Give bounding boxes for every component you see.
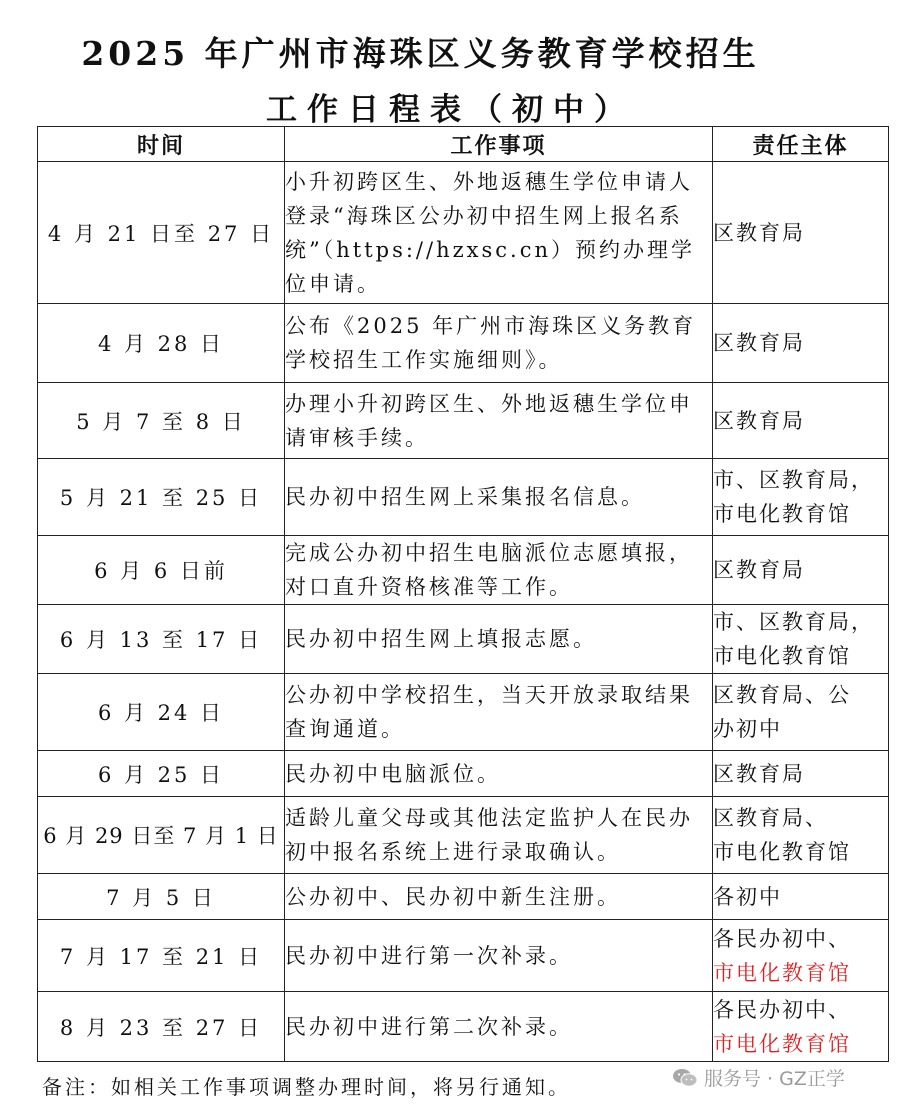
table-row	[38, 162, 889, 304]
table-row	[38, 304, 889, 383]
row-item: 民办初中招生网上填报志愿。	[285, 605, 713, 674]
row-time: 6 月 29 日至 7 月 1 日	[38, 797, 285, 874]
table-row	[38, 605, 889, 674]
row-responsible	[713, 162, 889, 304]
header-time: 时间	[38, 127, 285, 162]
row-responsible	[713, 383, 889, 459]
responsible-line: 市电化教育馆	[713, 502, 851, 526]
responsible-line: 区教育局	[713, 408, 805, 433]
header-responsible: 责任主体	[713, 127, 889, 162]
row-time: 6 月 13 至 17 日	[38, 605, 285, 674]
row-responsible	[713, 304, 889, 383]
responsible-line: 区教育局	[713, 220, 805, 245]
table-row	[38, 751, 889, 797]
row-time: 4 月 21 日至 27 日	[38, 162, 285, 304]
table-row	[38, 992, 889, 1062]
row-responsible	[713, 797, 889, 874]
row-responsible	[713, 459, 889, 536]
row-item: 民办初中进行第二次补录。	[285, 992, 713, 1062]
row-item: 适龄儿童父母或其他法定监护人在民办初中报名系统上进行录取确认。	[285, 797, 713, 874]
responsible-line: 各民办初中、	[713, 997, 851, 1022]
row-time: 6 月 25 日	[38, 751, 285, 797]
row-time: 5 月 21 至 25 日	[38, 459, 285, 536]
responsible-line: 区教育局	[713, 761, 805, 786]
row-responsible	[713, 674, 889, 751]
table-row	[38, 920, 889, 992]
responsible-line: 市、区教育局，	[713, 610, 874, 634]
page-subtitle: 工作日程表（初中）	[266, 92, 635, 128]
responsible-line: 区教育局、公	[713, 683, 851, 707]
row-responsible	[713, 751, 889, 797]
header-item: 工作事项	[285, 127, 713, 162]
row-time: 5 月 7 至 8 日	[38, 383, 285, 459]
row-time: 4 月 28 日	[38, 304, 285, 383]
row-item: 民办初中招生网上采集报名信息。	[285, 459, 713, 536]
row-responsible	[713, 605, 889, 674]
table-row	[38, 459, 889, 536]
responsible-line-highlight: 市电化教育馆	[713, 1031, 851, 1056]
row-responsible	[713, 536, 889, 605]
responsible-line: 市电化教育馆	[713, 840, 851, 864]
responsible-line: 各民办初中、	[713, 926, 851, 951]
table-header-row	[38, 127, 889, 162]
table-row	[38, 383, 889, 459]
row-time: 7 月 5 日	[38, 874, 285, 920]
row-time: 6 月 6 日前	[38, 536, 285, 605]
responsible-line: 各初中	[713, 884, 782, 909]
table-row	[38, 797, 889, 874]
footnote: 备注：如相关工作事项调整办理时间，将另行通知。	[42, 1075, 571, 1099]
responsible-line: 区教育局	[713, 331, 805, 355]
row-item: 公办初中学校招生，当天开放录取结果查询通道。	[285, 674, 713, 751]
watermark-text: 服务号 · GZ正学	[704, 1068, 845, 1090]
row-item: 公布《2025 年广州市海珠区义务教育学校招生工作实施细则》。	[285, 304, 713, 383]
row-item: 民办初中进行第一次补录。	[285, 920, 713, 992]
table-row	[38, 674, 889, 751]
watermark	[672, 1064, 845, 1091]
table-row	[38, 874, 889, 920]
schedule-table	[37, 126, 889, 1062]
row-responsible	[713, 874, 889, 920]
wechat-icon	[672, 1068, 698, 1088]
page-title: 2025 年广州市海珠区义务教育学校招生	[81, 34, 760, 73]
responsible-line-highlight: 市电化教育馆	[713, 960, 851, 985]
responsible-line: 办初中	[713, 717, 782, 741]
row-responsible	[713, 992, 889, 1062]
responsible-line: 市、区教育局，	[713, 468, 874, 492]
row-time: 6 月 24 日	[38, 674, 285, 751]
row-item: 办理小升初跨区生、外地返穗生学位申请审核手续。	[285, 383, 713, 459]
row-item: 完成公办初中招生电脑派位志愿填报，对口直升资格核准等工作。	[285, 536, 713, 605]
responsible-line: 区教育局、	[713, 806, 828, 830]
responsible-line: 市电化教育馆	[713, 644, 851, 668]
row-time: 7 月 17 至 21 日	[38, 920, 285, 992]
row-item: 公办初中、民办初中新生注册。	[285, 874, 713, 920]
table-row	[38, 536, 889, 605]
row-responsible	[713, 920, 889, 992]
row-item: 小升初跨区生、外地返穗生学位申请人登录“海珠区公办初中招生网上报名系统”（https://hzxsc.cn）预约办理学位申请。	[285, 162, 713, 304]
responsible-line: 区教育局	[713, 558, 805, 582]
row-item: 民办初中电脑派位。	[285, 751, 713, 797]
row-time: 8 月 23 至 27 日	[38, 992, 285, 1062]
